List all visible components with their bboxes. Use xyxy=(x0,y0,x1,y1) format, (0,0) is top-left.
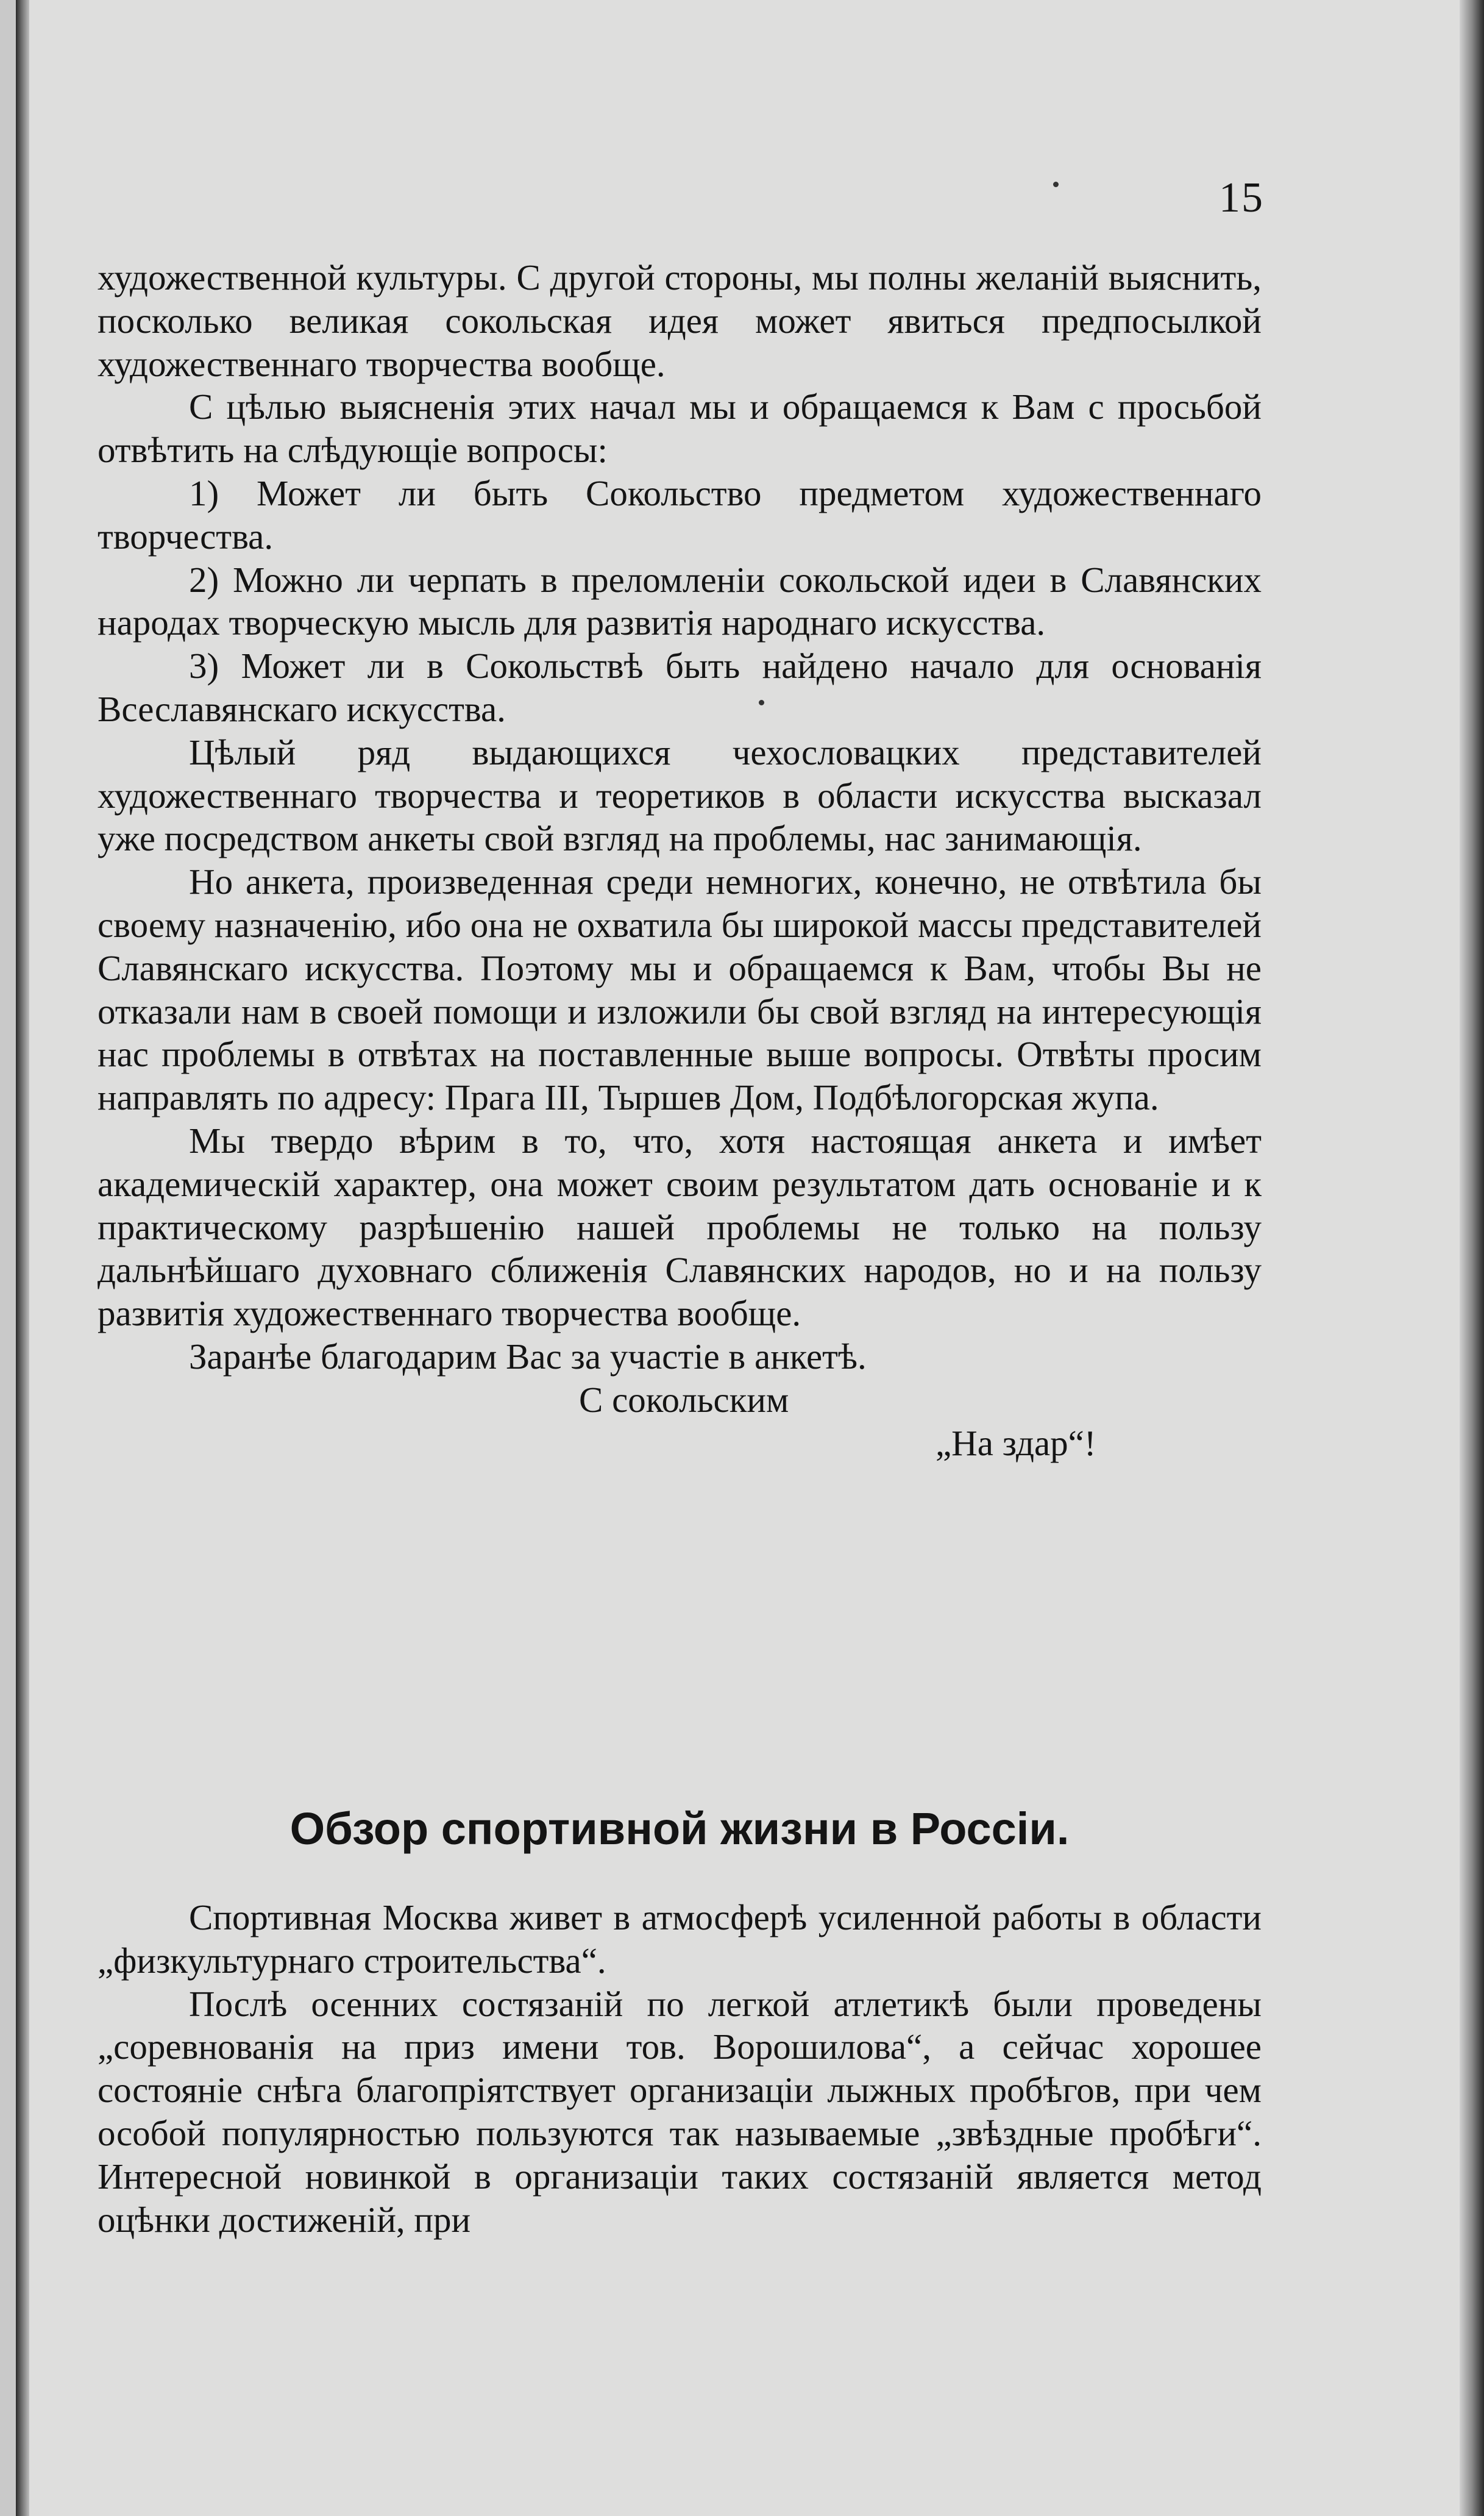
paragraph: Но анкета, произведенная среди немногих, конечно, не отвѣтила бы своему назначенію, ибо она не охватила бы широкой массы представителей Славянскаго искусства. Поэтому мы и обращаемся к Вам, чтобы Вы не отказали нам в своей помощи и изложили бы свой взгляд на интересующія нас проблемы в отвѣтах на поставленные выше вопросы. Отвѣты просим направлять по адресу: Прага III, Тыршев Дом, Подбѣлогорская жупа. xyxy=(98,861,1262,1118)
sports-review-text xyxy=(98,1896,1262,2241)
section-heading: Обзор спортивной жизни в Россіи. xyxy=(289,1803,1070,1854)
question-1: 1) Может ли быть Сокольство предметом художественнаго творчества. xyxy=(98,472,1262,557)
page-right-edge xyxy=(1460,0,1484,2516)
closing-salutation: С сокольским xyxy=(579,1379,789,1420)
letter-text xyxy=(98,256,1262,1464)
page-binding-edge xyxy=(16,0,29,2516)
ink-speck xyxy=(1053,182,1059,187)
paragraph: Послѣ осенних состязаній по легкой атлетикѣ были проведены „соревнованія на приз имени тов. Ворошилова“, а сейчас хорошее состояніе снѣга благопріятствует организаціи лыжных пробѣгов, при чем особой популярностью пользуются так называемые „звѣздные пробѣги“. Интересной новинкой в организаціи таких состязаній является метод оцѣнки достиженій, при xyxy=(98,1983,1262,2240)
thanks-line: Заранѣе благодарим Вас за участіе в анкетѣ. xyxy=(189,1336,867,1377)
closing-greeting: „На здар“! xyxy=(935,1422,1096,1463)
paragraph: Мы твердо вѣрим в то, что, хотя настоящая анкета и имѣет академическій характер, она может своим результатом дать основаніе и к практическому разрѣшенію нашей проблемы не только на пользу дальнѣйшаго духовнаго сближенія Славянских народов, но и на пользу развитія художественнаго творчества вообще. xyxy=(98,1120,1262,1334)
paragraph: художественной культуры. С другой стороны, мы полны желаній выяснить, посколько великая сокольская идея может явиться предпосылкой художественнаго творчества вообще. xyxy=(98,257,1262,384)
paragraph: С цѣлью выясненія этих начал мы и обращаемся к Вам с просьбой отвѣтить на слѣдующіе вопросы: xyxy=(98,387,1262,471)
question-3: 3) Может ли в Сокольствѣ быть найдено начало для основанія Всеславянскаго искусства. xyxy=(98,646,1262,729)
paragraph: Цѣлый ряд выдающихся чехословацких представителей художественнаго творчества и теоретиков в области искусства высказал уже посредством анкеты свой взгляд на проблемы, нас занимающія. xyxy=(98,732,1262,859)
paragraph: Спортивная Москва живет в атмосферѣ усиленной работы в области „физкультурнаго строительства“. xyxy=(98,1897,1262,1981)
page-number: 15 xyxy=(1219,174,1264,221)
question-2: 2) Можно ли черпать в преломленіи сокольской идеи в Славянских народах творческую мысль для развитія народнаго искусства. xyxy=(98,559,1262,643)
